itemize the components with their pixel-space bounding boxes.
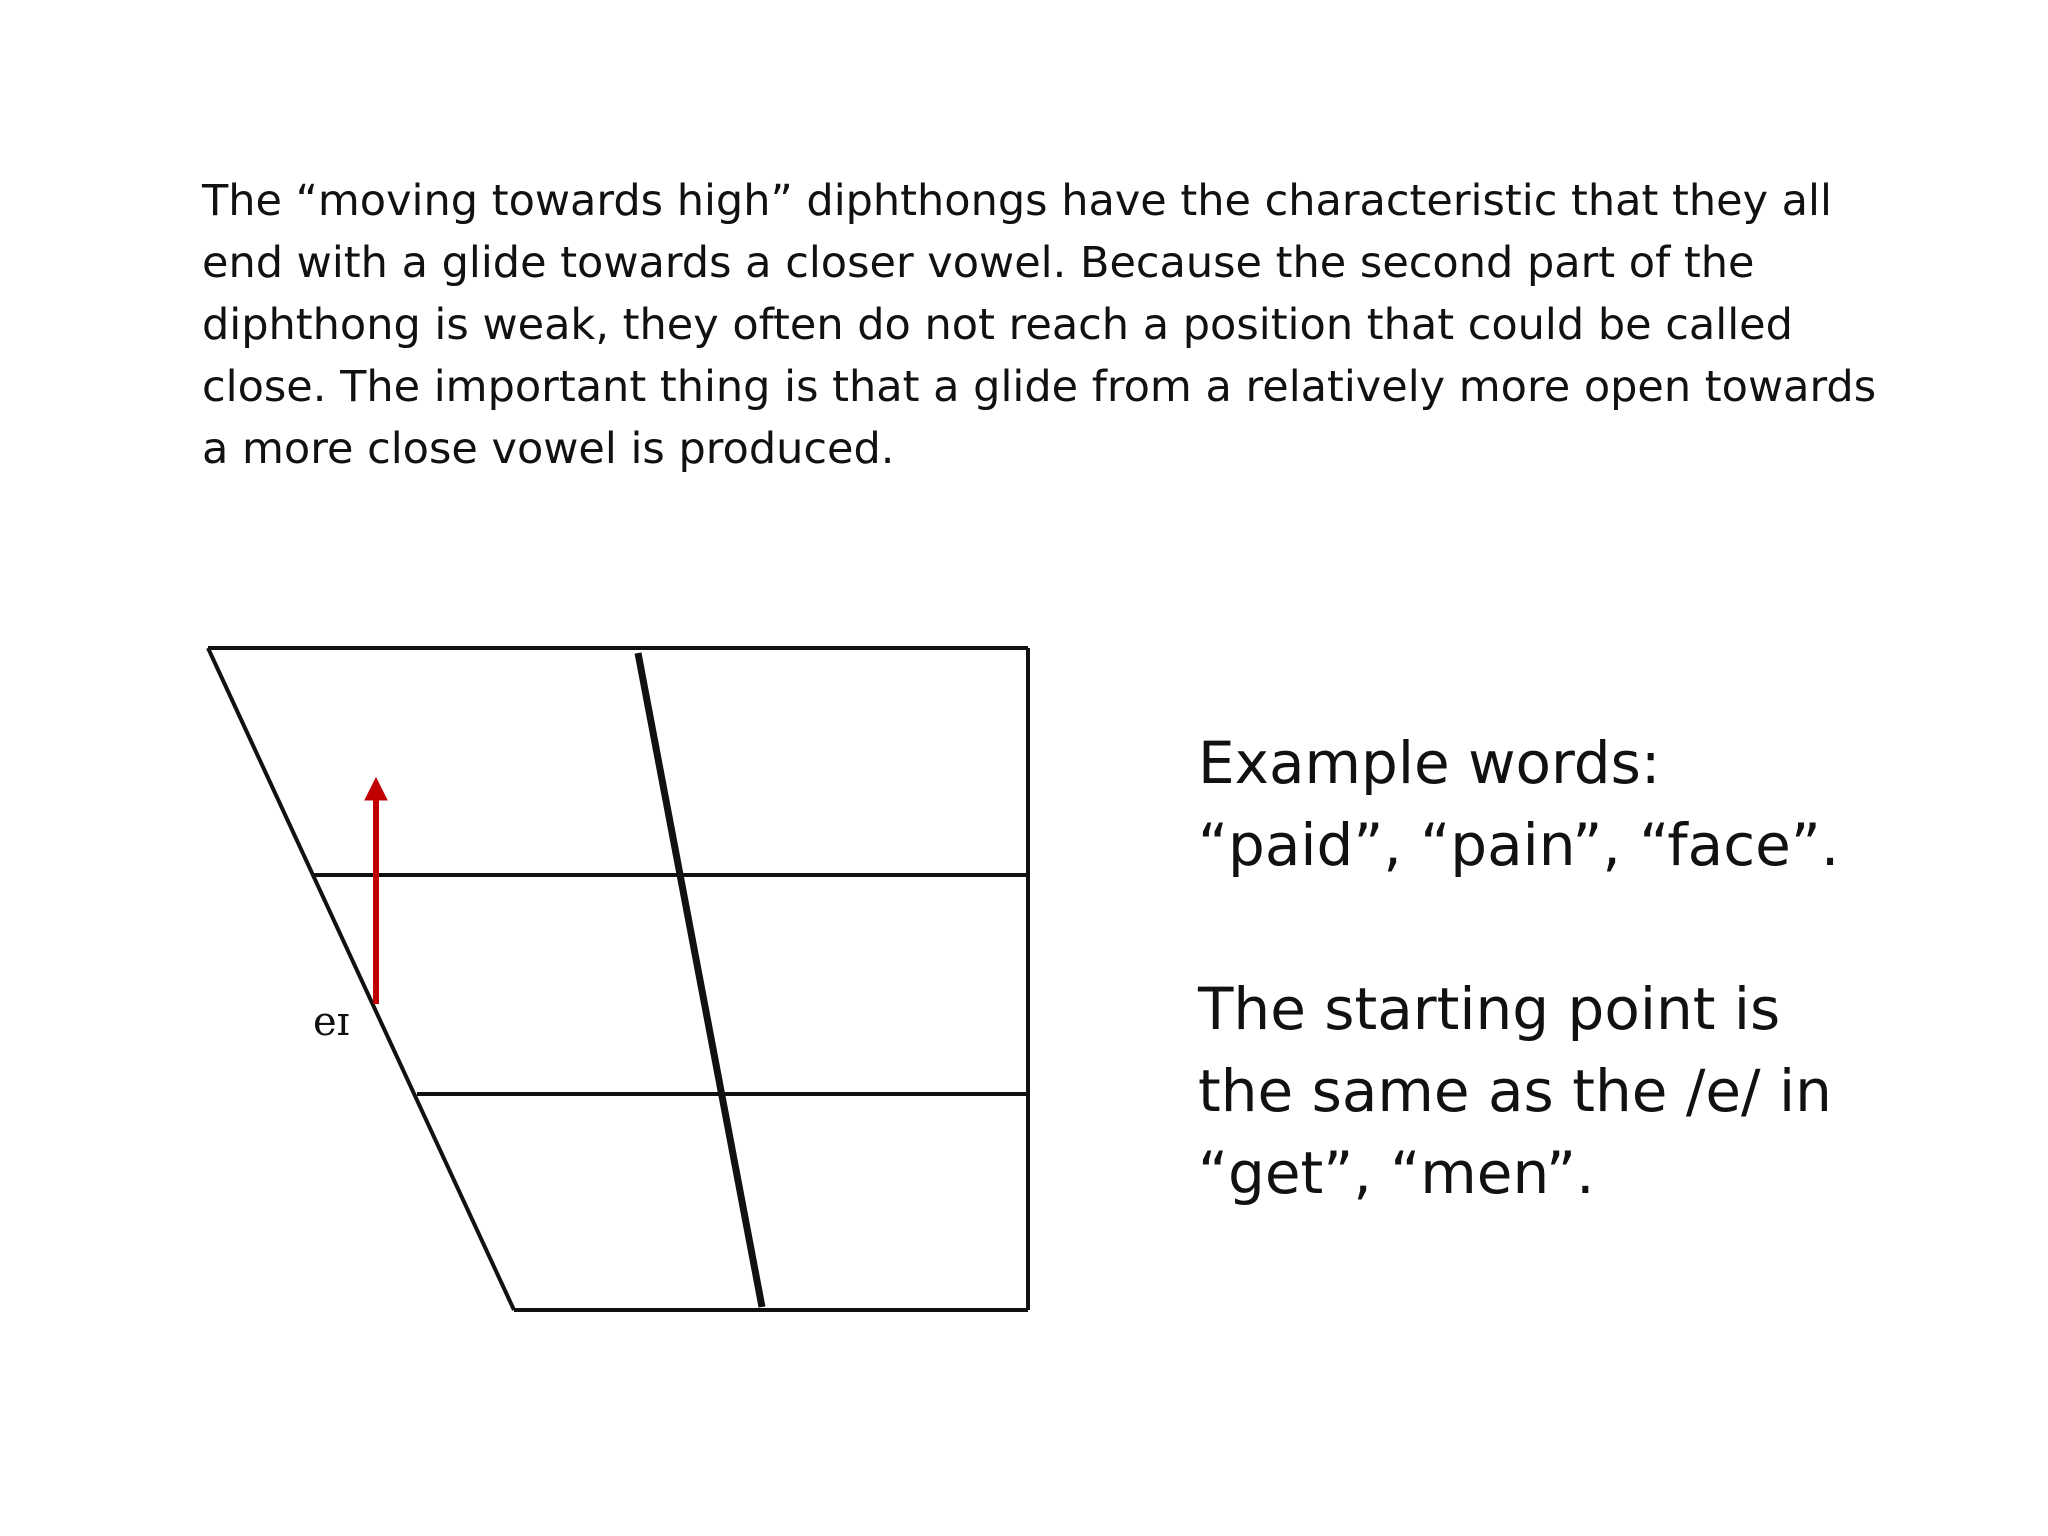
- chart-left-edge: [208, 648, 514, 1310]
- starting-point-line-3: “get”, “men”.: [1198, 1139, 1595, 1207]
- intro-paragraph: The “moving towards high” diphthongs have the characteristic that they all end with a glide towards a closer vowel. Because the second part of the diphthong is weak, they often do not reach a position that could be called close. The important thing is that a glide from a relatively more open towards a more close vowel is produced.: [202, 176, 1877, 474]
- starting-point-line-2: the same as the /e/ in: [1198, 1057, 1832, 1125]
- spacer: [1198, 886, 2018, 968]
- example-words-list: “paid”, “pain”, “face”.: [1198, 811, 1840, 879]
- starting-point-line-1: The starting point is: [1198, 975, 1781, 1043]
- glide-arrow-head: [365, 778, 387, 800]
- diphthong-symbol: eɪ: [313, 999, 350, 1045]
- central-division-line: [638, 653, 762, 1307]
- example-text-block: [1198, 722, 2018, 1214]
- example-words-heading: Example words:: [1198, 729, 1661, 797]
